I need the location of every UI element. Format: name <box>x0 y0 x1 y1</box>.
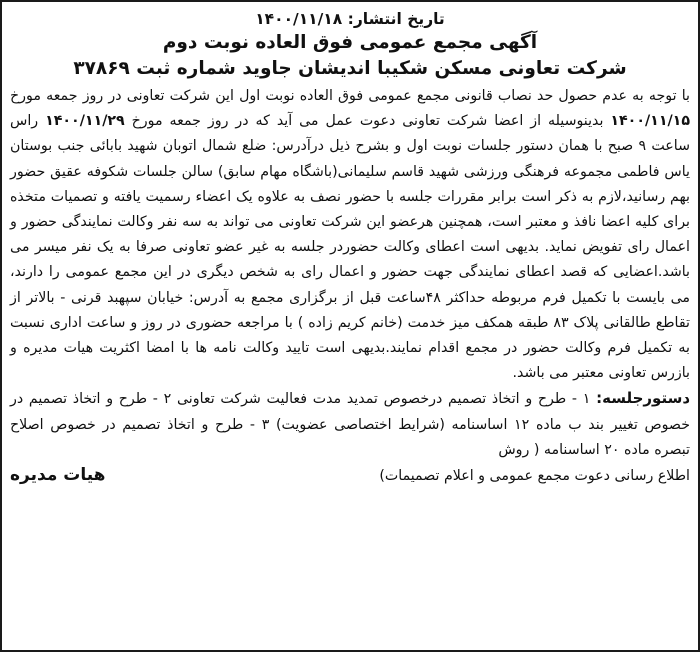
notice-footer <box>10 463 690 489</box>
body-text-part: بدینوسیله از اعضا شرکت تعاونی دعوت عمل می آید که در روز جمعه مورخ <box>124 113 611 130</box>
company-title: شرکت تعاونی مسکن شکیبا اندیشان جاوید شماره ثبت ۳۷۸۶۹ <box>73 58 627 79</box>
agenda-label: دستورجلسه: <box>596 389 691 408</box>
notice-title: آگهی مجمع عمومی فوق العاده نوبت دوم <box>162 32 538 53</box>
agenda-items: ۱ - طرح و اتخاذ تصمیم درخصوص تمدید مدت فعالیت شرکت تعاونی ۲ - طرح و اتخاذ تصمیم در خصوص تغییر بند ب ماده ۱۲ اساسنامه (شرایط اختصاصی عضویت) ۳ - طرح و اتخاذ تصمیم در خصوص اصلاح تبصره ماده ۲۰ اساسنامه ( روش <box>10 391 691 458</box>
publication-date: تاریخ انتشار: ۱۴۰۰/۱۱/۱۸ <box>255 10 445 28</box>
agenda-last-line: اطلاع رسانی دعوت مجمع عمومی و اعلام تصمیمات) <box>379 468 690 485</box>
body-text-part: راس ساعت ۹ صبح با همان دستور جلسات نوبت اول و بشرح ذیل درآدرس: ضلع شمال اتوبان شهید بابائی جنب بوستان یاس فاطمی مجموعه فرهنگی ورزشی شهید قاسم سلیمانی(باشگاه مهام سابق) سالن جلسات شکوفه عقیق حضور بهم رسانید،لازم به ذکر است برابر مقررات جلسه با حضور نصف به علاوه یک اعضاء رسمیت یافته و تصمیات متخذه برای کلیه اعضا نافذ و معتبر است، همچنین هرعضو این شرکت تعاونی می تواند به سه نفر وکالت نمایندگی حضور و اعمال رای تفویض نماید. بدیهی است اعطای وکالت حضوردر جلسه به غیر عضو تعاونی صرفا به یک نفر میسر می باشد.اعضایی که قصد اعطای نمایندگی جهت حضور و اعمال رای به شخص دیگری در این مجمع عمومی را دارند، می بایست با تکمیل فرم مربوطه حداکثر ۴۸ساعت قبل از برگزاری مجمع به آدرس: خیابان سپهبد قرنی - بالاتر از تقاطع طالقانی پلاک ۸۳ طبقه همکف میز خدمت (خانم کریم زاده ) با مراجعه حضوری در روز و ساعت اداری نسبت به تکمیل فرم وکالت حضور در مجمع اقدام نمایند.بدیهی است تایید وکالت نامه ها با امضا اکثریت هیات مدیره و بازرس تعاونی معتبر می باشد. <box>10 113 690 382</box>
second-meeting-date: ۱۴۰۰/۱۱/۲۹ <box>45 113 125 130</box>
signature: هیات مدیره <box>10 465 106 486</box>
first-meeting-date: ۱۴۰۰/۱۱/۱۵ <box>610 113 690 130</box>
notice-body <box>10 84 690 386</box>
body-text-part: با توجه به عدم حصول حد نصاب قانونی مجمع عمومی فوق العاده نوبت اول این شرکت تعاونی در روز جمعه مورخ <box>10 88 690 104</box>
agenda <box>10 386 690 463</box>
